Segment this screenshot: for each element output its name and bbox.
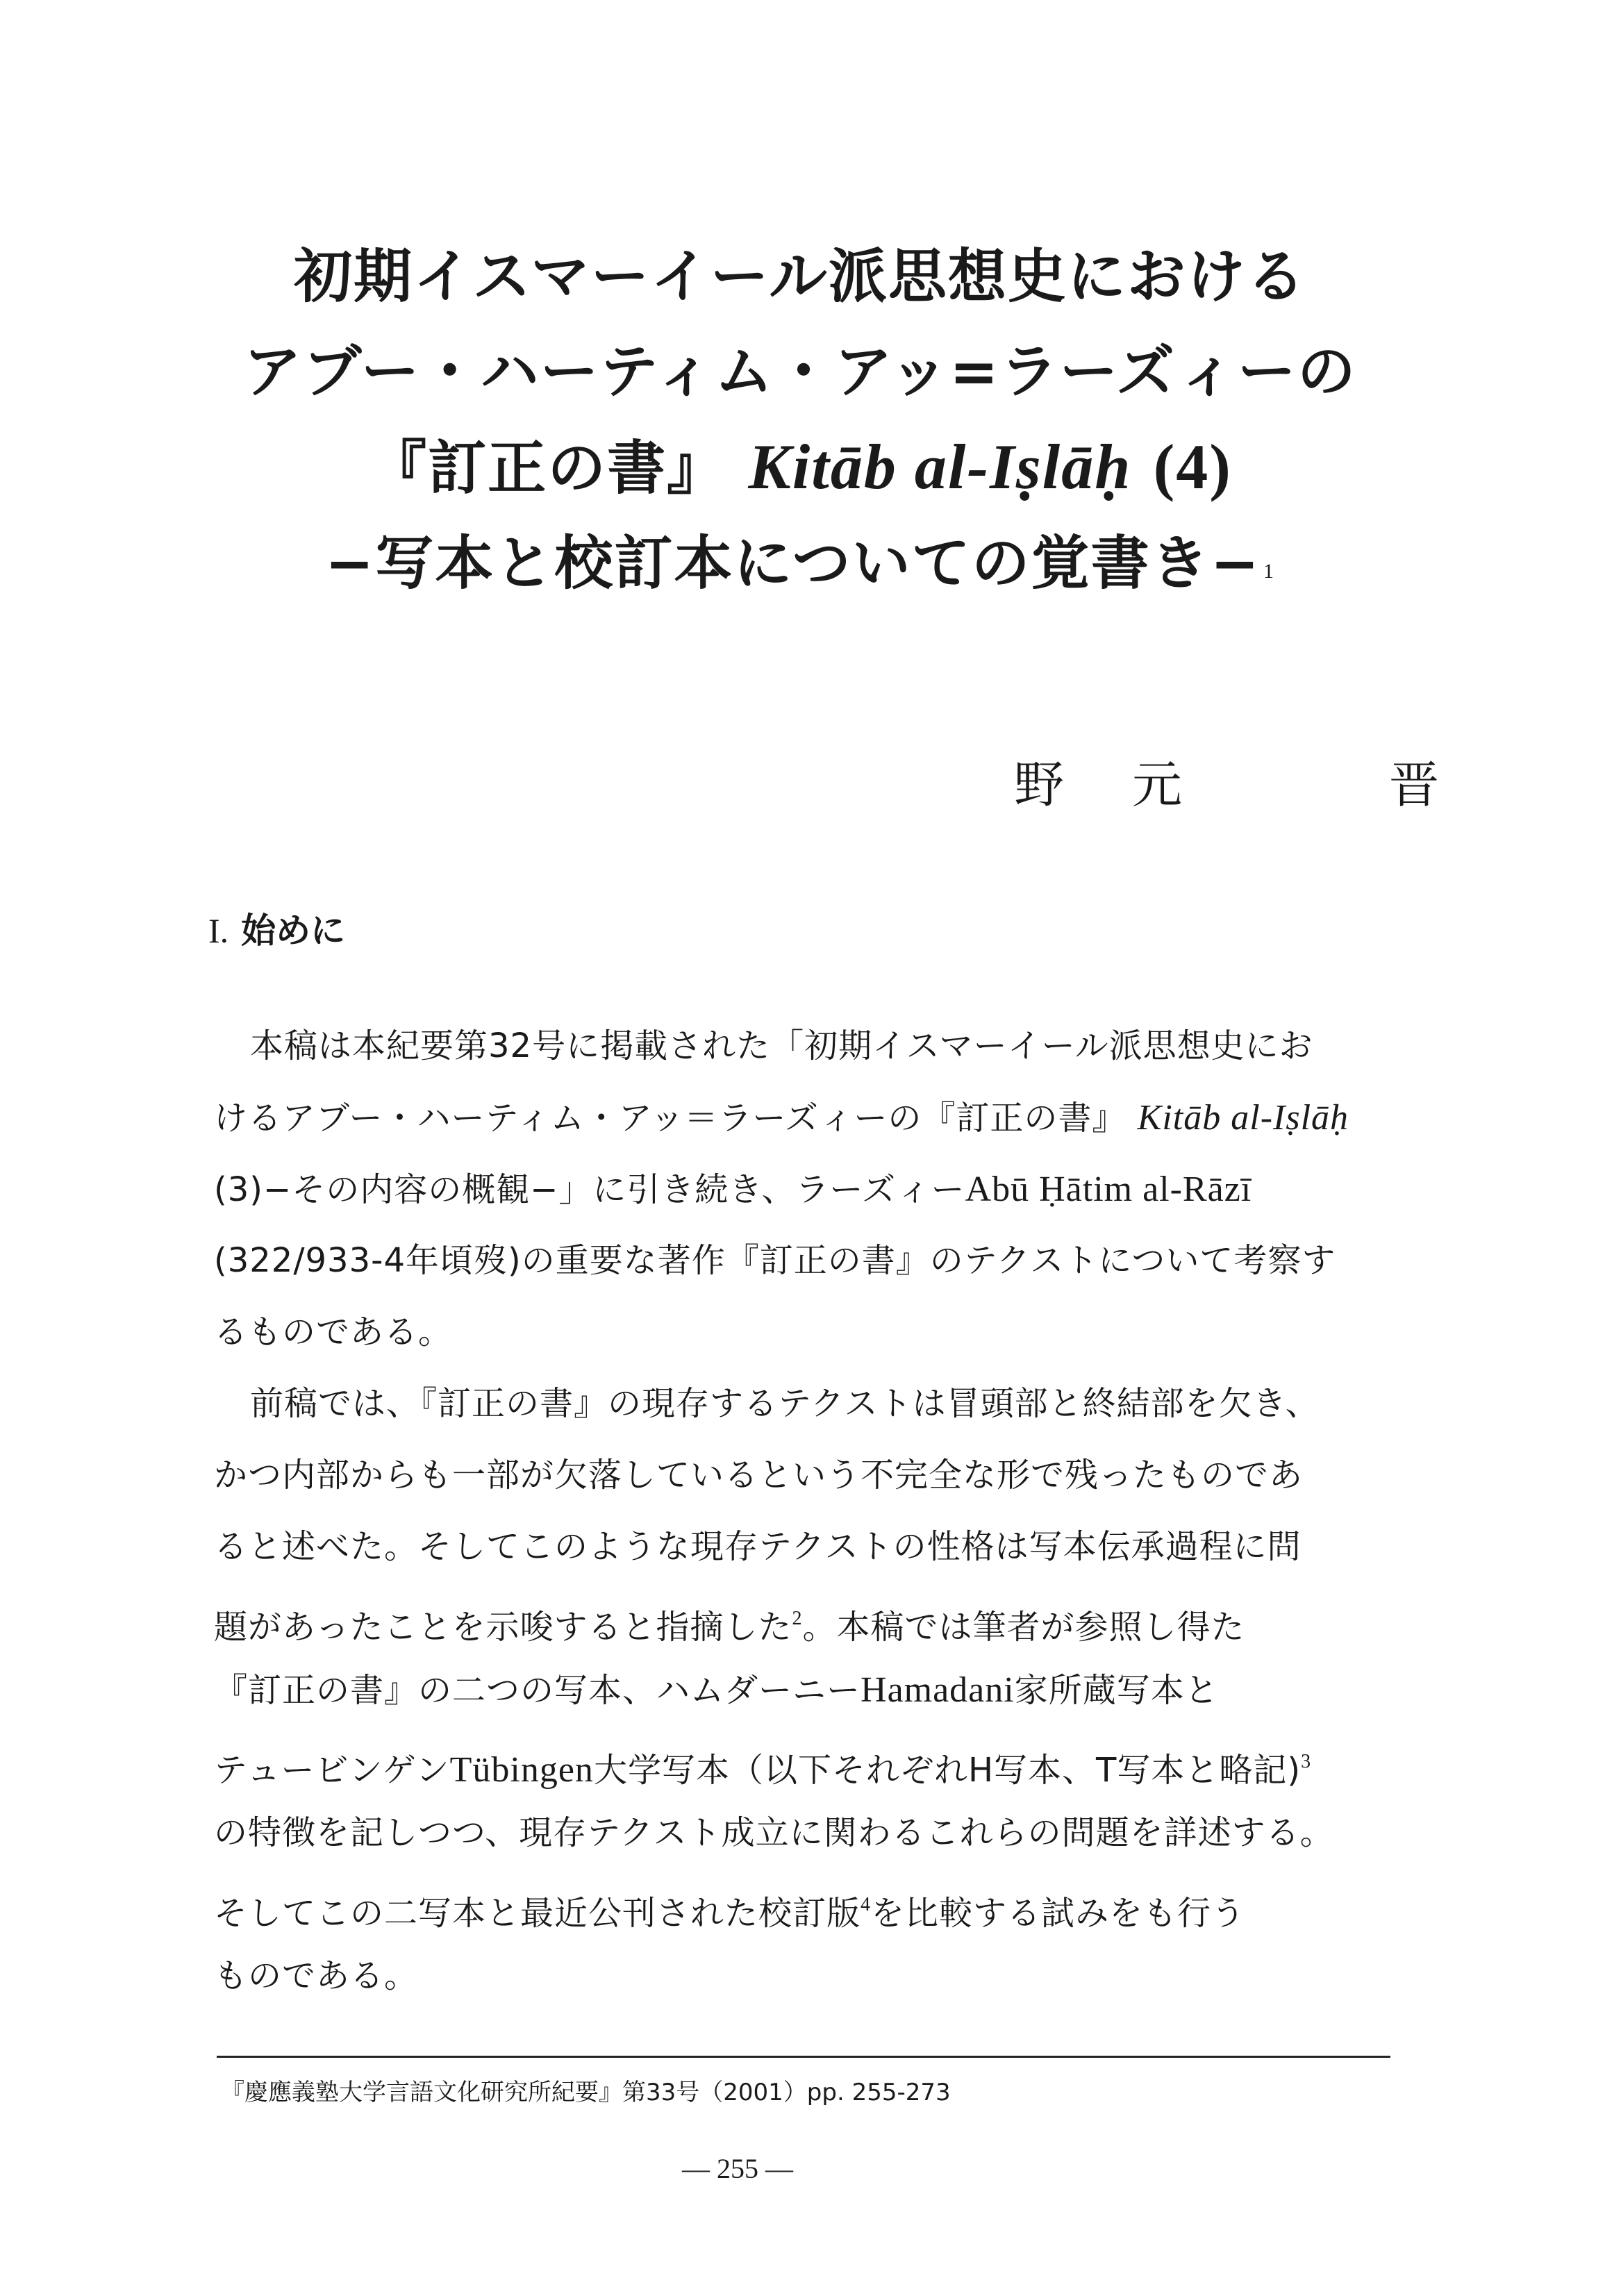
- article-title: [0, 229, 1621, 619]
- body-line: [214, 1869, 1429, 1940]
- title-book-name-jp: 『訂正の書』: [368, 434, 727, 502]
- title-line-3: [0, 419, 1611, 516]
- body-text-span: かつ内部からも一部が欠落しているという不完全な形で残ったものであ: [214, 1456, 1304, 1495]
- body-text-span: ものである。: [214, 1956, 419, 1995]
- footnote-ref-1[interactable]: 1: [1263, 560, 1276, 583]
- footnote-ref-3[interactable]: 3: [1301, 1751, 1312, 1772]
- body-text-span: テュービンゲン: [214, 1751, 450, 1790]
- body-text-span: を比較する試みをも行う: [871, 1894, 1246, 1933]
- title-book-name-latin: Kitāb al-Iṣlāḥ: [748, 431, 1132, 502]
- title-part-number: (4): [1153, 431, 1232, 502]
- body-line: [214, 1082, 1429, 1154]
- latin-term: Kitāb al-Iṣlāḥ: [1137, 1098, 1349, 1138]
- latin-term: Abū Ḥātim al-Rāzī: [965, 1170, 1252, 1209]
- body-text-span: 前稿では、『訂正の書』の現存するテクストは冒頭部と終結部を欠き、: [250, 1384, 1320, 1423]
- body-line: [214, 1583, 1429, 1654]
- footnote-ref-4[interactable]: 4: [861, 1894, 872, 1915]
- body-line: [214, 1726, 1429, 1797]
- body-text-span: 大学写本（以下それぞれH写本、T写本と略記): [593, 1751, 1302, 1790]
- page-number-text: — 255 —: [682, 2153, 793, 2184]
- section-number: I.: [208, 911, 229, 950]
- body-line: [214, 1225, 1429, 1297]
- body-text-span: るものである。: [214, 1313, 453, 1351]
- title-line-1: 初期イスマーイール派思想史における: [294, 242, 1306, 310]
- body-line: [214, 1797, 1429, 1869]
- body-line: [214, 1368, 1429, 1440]
- body-line: [214, 1440, 1429, 1511]
- body-line: [214, 1297, 1429, 1368]
- body-text-span: そしてこの二写本と最近公刊された校訂版: [214, 1894, 861, 1933]
- body-text-span: 。本稿では筆者が参照し得た: [802, 1608, 1245, 1647]
- body-text-span: ると述べた。そしてこのような現存テクストの性格は写本伝承過程に問: [214, 1527, 1302, 1566]
- footer-divider: [217, 2056, 1390, 2058]
- title-line-4: [0, 516, 1611, 619]
- latin-term: Hamadani: [861, 1670, 1015, 1710]
- author-char-1: 野: [1014, 756, 1065, 814]
- title-line-2: アブー・ハーティム・アッ=ラーズィーの: [243, 338, 1357, 406]
- body-text-span: けるアブー・ハーティム・アッ＝ラーズィーの『訂正の書』: [214, 1099, 1127, 1138]
- body-line: [214, 1010, 1429, 1082]
- body-text-span: (3)−その内容の概観−」に引き続き、ラーズィー: [214, 1170, 965, 1209]
- body-line: [214, 1940, 1429, 2012]
- section-heading: [208, 906, 345, 955]
- section-title: 始めに: [241, 910, 346, 951]
- page-number: [0, 2149, 1621, 2188]
- body-text-span: 『訂正の書』の二つの写本、ハムダーニー: [214, 1671, 861, 1710]
- subtitle: −写本と校訂本についての覚書き−: [324, 529, 1261, 597]
- author-char-2: 元: [1132, 756, 1183, 814]
- body-line: [214, 1154, 1429, 1225]
- body-line: [214, 1654, 1429, 1726]
- body-text-span: の特徴を記しつつ、現存テクスト成立に関わるこれらの問題を詳述する。: [214, 1813, 1334, 1852]
- latin-term: Tübingen: [449, 1750, 594, 1790]
- body-text-span: (322/933-4年頃歿)の重要な著作『訂正の書』のテクストについて考察す: [214, 1241, 1336, 1280]
- body-line: [214, 1511, 1429, 1583]
- journal-citation: 『慶應義塾大学言語文化研究所紀要』第33号（2001）pp. 255-273: [221, 2079, 951, 2106]
- body-text-span: 本稿は本紀要第32号に掲載された「初期イスマーイール派思想史にお: [250, 1026, 1313, 1065]
- author-char-3: 晋: [1389, 756, 1440, 814]
- body-paragraphs: [214, 1010, 1429, 2012]
- body-text-span: 家所蔵写本と: [1014, 1671, 1219, 1710]
- footnote-ref-2[interactable]: 2: [792, 1608, 803, 1629]
- body-text-span: 題があったことを示唆すると指摘した: [214, 1608, 792, 1647]
- author-name: [1014, 754, 1439, 816]
